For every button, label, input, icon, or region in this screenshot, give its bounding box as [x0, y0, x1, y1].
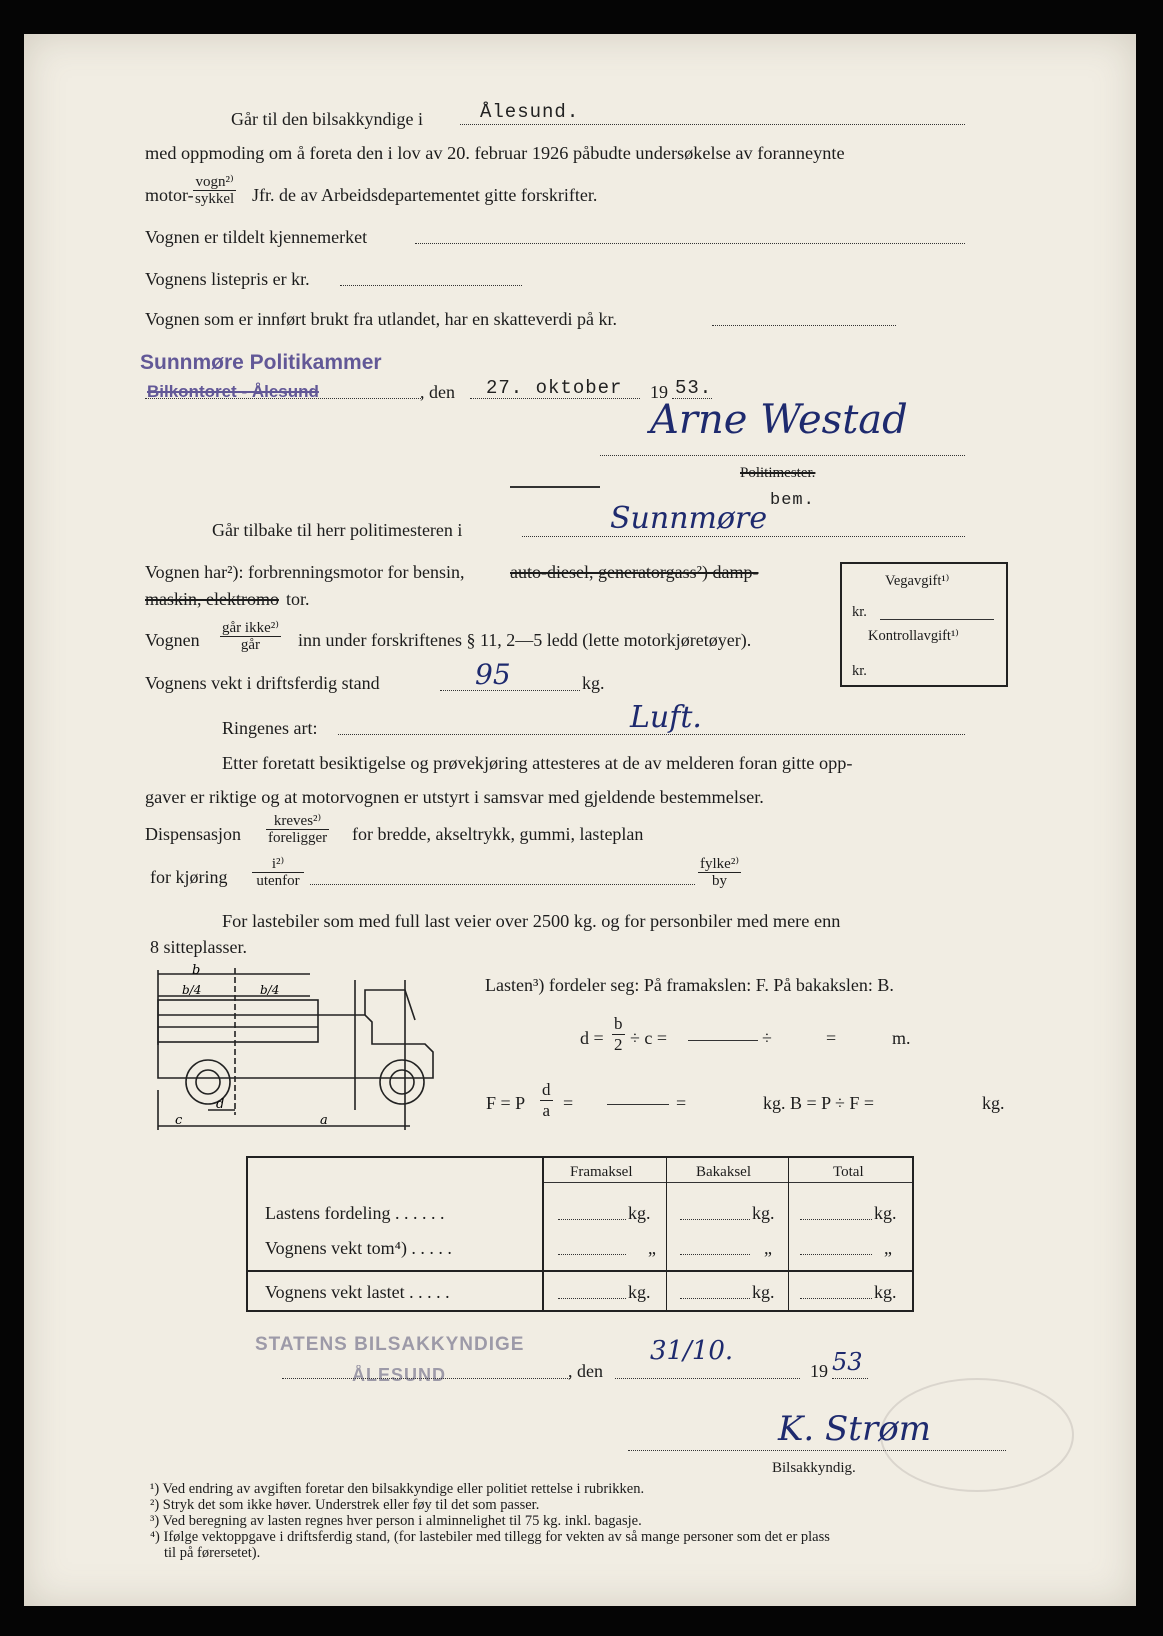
police-year-prefix: 19 [650, 382, 668, 402]
police-den-label: , den [420, 382, 455, 402]
i-utenfor-fraction [252, 856, 304, 889]
trucks-line2: 8 sitteplasser. [150, 937, 247, 957]
city-field-line [460, 124, 965, 125]
attest-line1: Etter foretatt besiktigelse og prøvekjøring attesteres at de av melderen foran gitte opp- [222, 753, 853, 773]
row1-label: Lastens fordeling . . . . . . [265, 1203, 445, 1223]
weight-unit: kg. [582, 673, 605, 693]
inspector-den-label: , den [568, 1361, 603, 1381]
row1-cell2: kg. [752, 1203, 775, 1223]
th-framaksel: Framaksel [570, 1164, 633, 1180]
formula-f-eq: F = P [486, 1093, 526, 1113]
listepris-line [340, 285, 522, 286]
table-col-rule2 [666, 1158, 667, 1310]
inspector-signature: K. Strøm [778, 1409, 931, 1449]
frac-num: i²⁾ [252, 856, 304, 873]
inspector-year-line [832, 1378, 868, 1379]
trucks-line1: For lastebiler som med full last veier over 2500 kg. og for personbiler med mere enn [222, 911, 841, 931]
politimester-title: Politimester. [740, 465, 816, 481]
police-year-value: 53. [675, 377, 713, 399]
header-line1-label: Går til den bilsakkyndige i [231, 109, 423, 129]
frac-den: utenfor [256, 873, 300, 889]
frac-num: fylke²⁾ [700, 856, 740, 872]
inspector-stamp-line2: ÅLESUND [352, 1365, 447, 1385]
vegavgift-kr: kr. [852, 604, 867, 620]
th-bakaksel: Bakaksel [696, 1164, 751, 1180]
kontrollavgift-label: Kontrollavgift¹⁾ [868, 628, 959, 644]
kjennemerke-label: Vognen er tildelt kjennemerket [145, 227, 368, 247]
frac-num: kreves²⁾ [266, 813, 329, 830]
police-signature-line [600, 455, 965, 456]
row3-cell1: kg. [628, 1282, 651, 1302]
diagram-label-a: a [320, 1113, 328, 1128]
frac-num: d [542, 1080, 551, 1099]
police-place-line [145, 398, 423, 399]
row2-line2 [680, 1254, 750, 1255]
diagram-label-c: c [175, 1113, 183, 1128]
inspector-year-prefix: 19 [810, 1361, 828, 1381]
listepris-label: Vognens listepris er kr. [145, 269, 310, 289]
formula-b-expr: kg. B = P ÷ F = [763, 1093, 875, 1113]
row1-cell3: kg. [874, 1203, 897, 1223]
row1-line3 [800, 1219, 872, 1220]
formula-d-eq: d = [580, 1028, 604, 1048]
b-over-2-fraction [612, 1014, 625, 1055]
frac-den: by [712, 873, 727, 889]
formula-minus-c: ÷ c = [630, 1028, 668, 1048]
header-line2: med oppmoding om å foreta den i lov av 20. februar 1926 påbudte undersøkelse av foranneynte [145, 143, 845, 163]
diagram-label-b4b: b/4 [260, 983, 280, 997]
kontrollavgift-kr: kr. [852, 663, 867, 679]
weight-value: 95 [475, 658, 511, 691]
frac-den: sykkel [195, 191, 235, 207]
row1-line2 [680, 1219, 750, 1220]
inspector-place-line [282, 1378, 570, 1379]
inspector-stamp-line1: STATENS BILSAKKYNDIGE [255, 1334, 525, 1355]
motor-line2-struck: maskin, elektromo [145, 589, 279, 609]
footnote-3: ³) Ved beregning av lasten regnes hver person i alminnelighet til 75 kg. inkl. bagasje. [150, 1513, 642, 1529]
row2-cell3: „ [884, 1238, 892, 1258]
light-suffix: inn under forskriftenes § 11, 2—5 ledd (lette motorkjøretøyer). [298, 630, 752, 650]
weight-line [440, 690, 580, 691]
formula-eq: = [826, 1028, 837, 1048]
row1-line1 [558, 1219, 626, 1220]
kjennemerke-line [415, 243, 965, 244]
row3-cell3: kg. [874, 1282, 897, 1302]
row1-cell1: kg. [628, 1203, 651, 1223]
row2-line3 [800, 1254, 872, 1255]
truck-diagram [150, 960, 460, 1140]
row3-cell2: kg. [752, 1282, 775, 1302]
row3-line3 [800, 1298, 872, 1299]
tires-value: Luft. [630, 700, 702, 735]
frac-den: a [542, 1101, 551, 1120]
motor-line1-struck: auto-diesel, generatorgass²) damp- [510, 562, 759, 582]
bem-value: bem. [770, 491, 815, 510]
table-total-rule [248, 1270, 912, 1272]
dispensation-prefix: Dispensasjon [145, 824, 241, 844]
footnote-1: ¹) Ved endring av avgiften foretar den bilsakkyndige eller politiet rettelse i rubrikken. [150, 1481, 645, 1497]
formula-blank2 [607, 1104, 669, 1105]
return-label: Går tilbake til herr politimesteren i [212, 520, 463, 540]
formula-eq2: = [563, 1093, 574, 1113]
weight-label: Vognens vekt i driftsferdig stand [145, 673, 380, 693]
vogn-sykkel-fraction [193, 174, 236, 207]
row2-cell1: „ [648, 1238, 656, 1258]
footnote-2: ²) Stryk det som ikke høver. Understrek eller føy til det som passer. [150, 1497, 540, 1513]
separator-rule [510, 486, 600, 488]
row3-line1 [558, 1298, 626, 1299]
inspector-year-value: 53 [832, 1348, 863, 1376]
vegavgift-line [880, 619, 994, 620]
d-over-a-fraction [540, 1080, 553, 1121]
city-value: Ålesund. [480, 101, 580, 123]
attest-line2: gaver er riktige og at motorvognen er utstyrt i samsvar med gjeldende bestemmelser. [145, 787, 764, 807]
frac-num: går ikke²⁾ [222, 620, 279, 636]
footnote-4: ⁴) Ifølge vektoppgave i driftsferdig stand, (for lastebiler med tillegg for vekten av så mange personer som det er plass [150, 1529, 830, 1545]
motor-line2-end: tor. [286, 589, 310, 609]
driving-line [310, 884, 695, 885]
row3-label: Vognens vekt lastet . . . . . [265, 1282, 450, 1302]
row2-label: Vognens vekt tom⁴) . . . . . [265, 1238, 452, 1258]
footnote-4-cont: til på førersetet). [164, 1545, 261, 1561]
dispensation-suffix: for bredde, akseltrykk, gummi, lasteplan [352, 824, 644, 844]
table-col-rule1 [542, 1158, 544, 1310]
fylke-by-fraction [698, 856, 741, 889]
table-col-rule3 [788, 1158, 789, 1310]
diagram-label-b: b [192, 963, 201, 978]
diagram-label-b4a: b/4 [182, 983, 202, 997]
formula-unit-kg: kg. [982, 1093, 1005, 1113]
formula-line1: Lasten³) fordeler seg: På framakslen: F. På bakakslen: B. [485, 975, 894, 995]
frac-num: b [614, 1014, 623, 1033]
inspector-date-line [615, 1378, 800, 1379]
police-stamp-line2: Bilkontoret - Ålesund [147, 382, 319, 401]
frac-den: går [240, 637, 261, 653]
formula-eq3: = [676, 1093, 687, 1113]
skatteverdi-line [712, 325, 896, 326]
diagram-label-d: d [216, 1097, 225, 1112]
frac-num: vogn²⁾ [193, 174, 236, 191]
row3-line2 [680, 1298, 750, 1299]
skatteverdi-label: Vognen som er innført brukt fra utlandet, har en skatteverdi på kr. [145, 309, 618, 329]
motor-line1-prefix: Vognen har²): forbrenningsmotor for bensin, [145, 562, 465, 582]
inspector-signature-line [628, 1450, 1006, 1451]
gaar-fraction [220, 620, 281, 653]
frac-den: 2 [614, 1035, 623, 1054]
tires-label: Ringenes art: [222, 718, 318, 738]
frac-den: foreligger [268, 830, 328, 846]
return-line [522, 536, 965, 537]
light-prefix: Vognen [145, 630, 200, 650]
police-stamp-line1: Sunnmøre Politikammer [140, 351, 382, 374]
police-date-value: 27. oktober [486, 377, 623, 399]
vegavgift-label: Vegavgift¹⁾ [885, 573, 950, 589]
formula-div: ÷ [762, 1028, 772, 1048]
th-total: Total [833, 1164, 864, 1180]
inspector-date-value: 31/10. [650, 1336, 734, 1366]
row2-line1 [558, 1254, 626, 1255]
return-value: Sunnmøre [610, 501, 768, 536]
motor-suffix: Jfr. de av Arbeidsdepartementet gitte forskrifter. [252, 185, 598, 205]
police-date-line [470, 398, 640, 399]
bilsakkyndig-title: Bilsakkyndig. [772, 1460, 856, 1476]
formula-unit-m: m. [892, 1028, 911, 1048]
tires-line [338, 734, 965, 735]
driving-prefix: for kjøring [150, 867, 228, 887]
formula-blank1 [688, 1040, 758, 1041]
kreves-fraction [266, 813, 329, 846]
police-signature: Arne Westad [650, 397, 908, 443]
row2-cell2: „ [764, 1238, 772, 1258]
motor-prefix: motor- [145, 185, 194, 205]
